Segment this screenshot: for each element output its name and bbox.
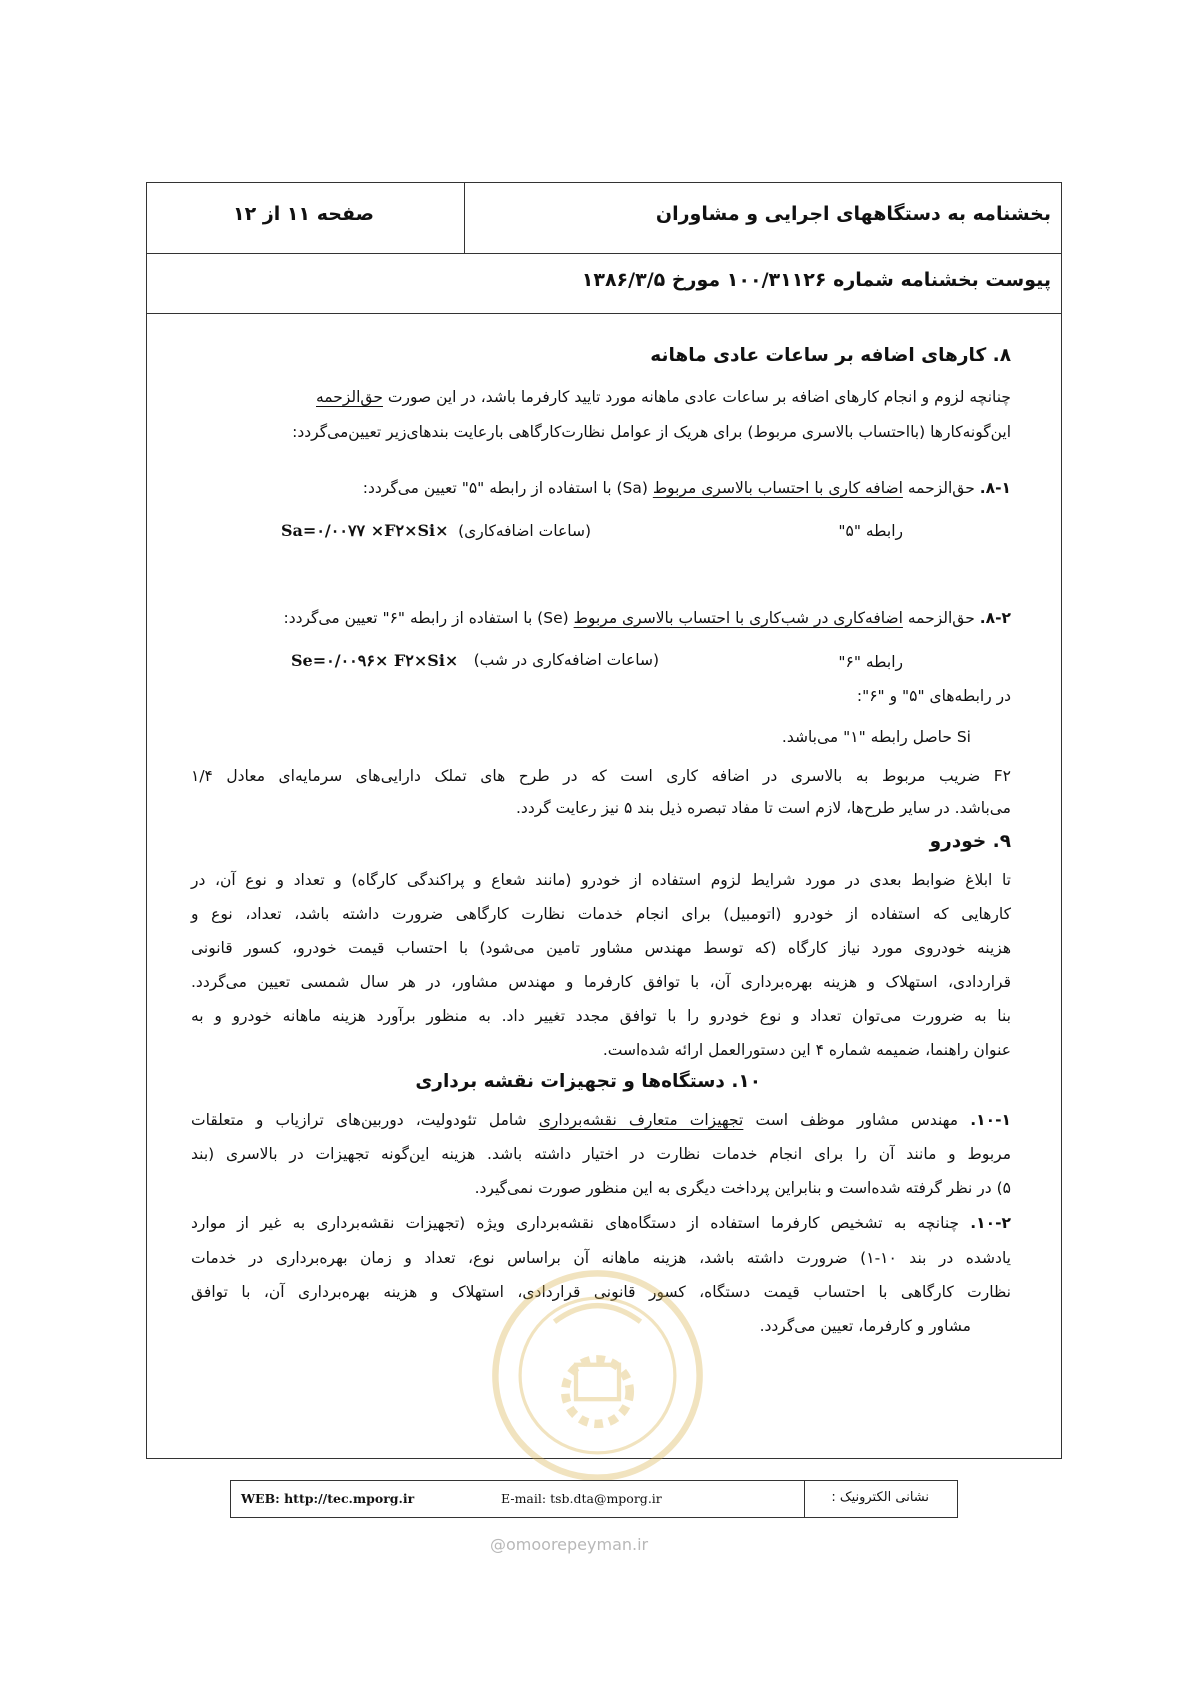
footer-separator [804,1481,805,1517]
s10-2-line3: نظارت کارگاهی با احتساب قیمت دستگاه، کسور قانونی قراردادی، استهلاک و هزینه بهره‌برداری آن، با توافق [191,1283,1011,1301]
s8-2-number: ۸-۲. [979,609,1011,627]
s10-1-line2: مربوط و مانند آن را برای انجام خدمات نظارت در اختیار داشته باشد. هزینه این‌گونه تجهیزات در بالاسری (بند [191,1145,1011,1163]
s8-p1-line1-text: چنانچه لزوم و انجام کارهای اضافه بر ساعات عادی ماهانه مورد تایید کارفرما باشد، در این صورت [387,388,1011,406]
s10-1-line1 [191,1103,1011,1137]
section-8-heading: ۸. کارهای اضافه بر ساعات عادی ماهانه [650,345,1011,366]
s8-2-text-c: (Se) با استفاده از رابطه "۶" تعیین می‌گردد: [283,609,569,627]
relation-5-formula [281,521,449,540]
s8-p1-line1 [316,388,1011,406]
footer-box [230,1480,958,1518]
s9-line-last: عنوان راهنما، ضمیمه شماره ۴ این دستورالعمل ارائه شده‌است. [602,1041,1011,1059]
f2-line2: می‌باشد. در سایر طرح‌ها، لازم است تا مفاد تبصره ذیل بند ۵ نیز رعایت گردد. [515,799,1011,817]
document-title: بخشنامه به دستگاههای اجرایی و مشاوران [655,203,1051,225]
s10-2-line2: یادشده در بند ۱۰-۱) ضرورت داشته باشد، هزینه ماهانه آن براساس نوع، تعداد و زمان بهره‌برداری در خدمات [191,1249,1011,1267]
relation-6-formula-text: Se=۰/۰۰۹۶× F۲×Si× [291,651,459,670]
page-cell [147,183,465,253]
s8-1-text-a: حق‌الزحمه [907,479,975,497]
s10-2-number: ۱۰-۲. [970,1214,1011,1232]
s8-2-text-underlined: اضافه‌کاری در شب‌کاری با احتساب بالاسری مربوط [573,609,903,627]
s10-1-line3: ۵) در نظر گرفته شده‌است و بنابراین پرداخت دیگری به این منظور صورت نمی‌گیرد. [474,1179,1011,1197]
relation-5-label: رابطه "۵" [838,522,903,540]
relation-6-text: (ساعات اضافه‌کاری در شب) [473,651,659,669]
watermark-text: @omoorepeyman.ir [490,1535,649,1554]
s10-1-text-c: شامل تئودولیت، دوربین‌های ترازیاب و متعلقات [191,1111,527,1129]
attachment-title: پیوست بخشنامه شماره ۱۰۰/۳۱۱۲۶ مورخ ۱۳۸۶/۳/۵ [581,269,1051,291]
s9-line-3: هزینه خودروی مورد نیاز کارگاه (که توسط مهندس مشاور تامین می‌شود) با احتساب قیمت خودرو، کسور قانونی [191,939,1011,957]
section-10-heading: ۱۰. دستگاه‌ها و تجهیزات نقشه برداری [415,1071,761,1092]
si-line: Si حاصل رابطه "۱" می‌باشد. [781,728,971,746]
s8-1-line [363,479,1011,497]
s8-2-line [283,609,1011,627]
s8-1-text-c: (Sa) با استفاده از رابطه "۵" تعیین می‌گردد: [362,479,648,497]
f2-line1: F۲ ضریب مربوط به بالاسری در اضافه کاری است که در طرح های تملک دارایی‌های سرمایه‌ای معادل ۱/۴ [191,767,1011,785]
s9-line-1: تا ابلاغ ضوابط بعدی در مورد شرایط لزوم استفاده از خودرو (مانند شعاع و پراکندگی کارگاه) و تعداد و نوع آن، در [191,871,1011,889]
in-relations-line: در رابطه‌های "۵" و "۶": [856,687,1011,705]
s8-1-number: ۸-۱. [979,479,1011,497]
attachment-row [147,253,1061,314]
footer-web[interactable]: WEB: http://tec.mporg.ir [241,1491,415,1506]
watermark-seal [490,1268,705,1483]
relation-6-formula [291,651,458,670]
relation-6-label: رابطه "۶" [838,653,903,671]
section-9-heading: ۹. خودرو [929,831,1011,852]
s8-2-text-a: حق‌الزحمه [907,609,975,627]
s9-line-4: قراردادی، استهلاک و هزینه بهره‌برداری آن، با توافق کارفرما و مهندس مشاور، در هر سال شمسی تعیین می‌گردد. [191,973,1011,991]
header-row [147,183,1061,254]
s8-p1-line2: این‌گونه‌کارها (بااحتساب بالاسری مربوط) برای هریک از عوامل نظارت‌کارگاهی بارعایت بندهای‌زیر تعیین‌می‌گردد: [292,423,1011,441]
s10-2-line1-text: چنانچه به تشخیص کارفرما استفاده از دستگاه‌های نقشه‌برداری ویژه (تجهیزات نقشه‌برداری به غیر از موارد [191,1214,960,1232]
s9-line-2: کارهایی که استفاده از خودرو (اتومبیل) برای انجام خدمات نظارت کارگاهی ضرورت داشته باشد، تعداد، نوع و [191,905,1011,923]
footer-email[interactable]: E-mail: tsb.dta@mporg.ir [501,1491,662,1506]
s8-1-text-underlined: اضافه کاری با احتساب بالاسری مربوط [652,479,903,497]
s10-1-number: ۱۰-۱. [970,1111,1011,1129]
s10-1-text-underlined: تجهیزات متعارف نقشه‌برداری [538,1111,744,1129]
relation-5-formula-text: Sa=۰/۰۰۷۷ ×F۲×Si× [281,521,449,540]
s10-1-text-a: مهندس مشاور موظف است [755,1111,959,1129]
relation-5-text: (ساعات اضافه‌کاری) [458,522,591,540]
footer-label: نشانی الکترونیک : [831,1490,929,1505]
s8-p1-line1-underlined: حق‌الزحمه [316,388,383,406]
s9-line-5: بنا به ضرورت می‌توان تعداد و نوع خودرو را با توافق مجدد تغییر داد. به منظور برآورد هزینه ماهانه خودرو و به [191,1007,1011,1025]
s10-2-line4: مشاور و کارفرما، تعیین می‌گردد. [759,1317,971,1335]
s10-2-line1 [191,1206,1011,1240]
page-number: صفحه ۱۱ از ۱۲ [233,203,374,225]
